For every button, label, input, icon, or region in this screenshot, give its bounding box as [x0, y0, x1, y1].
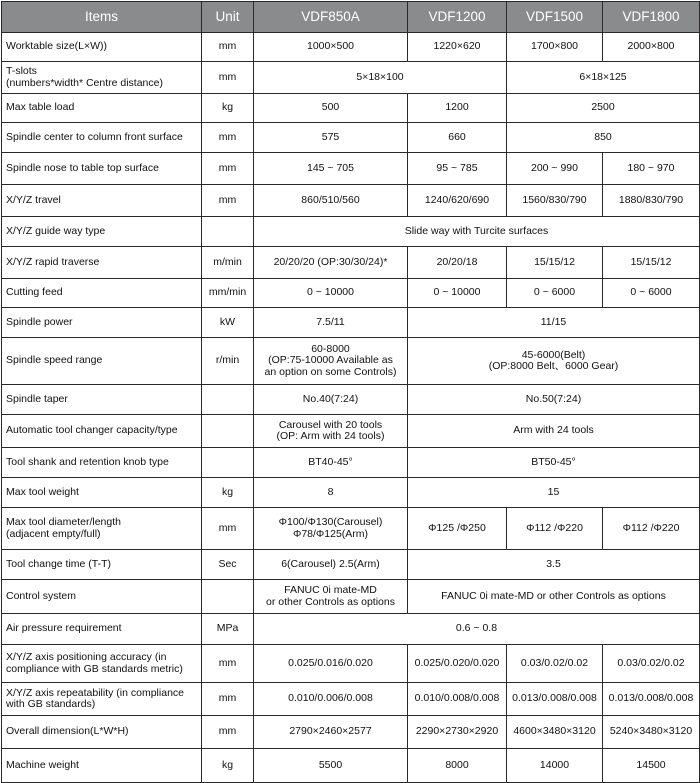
spec-value: 1700×800 [507, 33, 603, 62]
spec-value: 200 ~ 990 [507, 153, 603, 185]
table-row [2, 123, 700, 153]
spec-value: No.40(7:24) [254, 385, 408, 415]
spec-value: 15/15/12 [507, 247, 603, 279]
spec-value: 14500 [603, 749, 700, 783]
spec-unit: mm [202, 683, 254, 716]
spec-value: 5500 [254, 749, 408, 783]
spec-value: 5240×3480×3120 [603, 716, 700, 749]
spec-value: 6(Carousel) 2.5(Arm) [254, 550, 408, 580]
spec-value: 500 [254, 94, 408, 123]
table-row [2, 94, 700, 123]
spec-unit: kg [202, 478, 254, 508]
table-row [2, 614, 700, 645]
spec-item-label: Spindle speed range [2, 338, 202, 385]
header-model-vdf1200: VDF1200 [408, 2, 507, 33]
spec-value: FANUC 0i mate-MD or other Controls as options [254, 580, 408, 614]
table-row [2, 185, 700, 217]
spec-item-label: X/Y/Z guide way type [2, 217, 202, 247]
table-row [2, 217, 700, 247]
spec-value: FANUC 0i mate-MD or other Controls as options [408, 580, 700, 614]
spec-unit: mm [202, 62, 254, 94]
spec-unit [202, 580, 254, 614]
spec-value: 0.6 ~ 0.8 [254, 614, 700, 645]
spec-value: 3.5 [408, 550, 700, 580]
spec-unit: mm/min [202, 279, 254, 308]
spec-unit: kW [202, 308, 254, 338]
spec-value: No.50(7:24) [408, 385, 700, 415]
table-row [2, 580, 700, 614]
table-row [2, 385, 700, 415]
spec-value: 11/15 [408, 308, 700, 338]
spec-unit: mm [202, 716, 254, 749]
table-row [2, 279, 700, 308]
spec-value: 4600×3480×3120 [507, 716, 603, 749]
spec-value: 60-8000 (OP:75-10000 Available as an option on some Controls) [254, 338, 408, 385]
spec-value: 575 [254, 123, 408, 153]
spec-unit: kg [202, 749, 254, 783]
spec-value: 660 [408, 123, 507, 153]
spec-unit: mm [202, 153, 254, 185]
spec-value: BT40-45° [254, 448, 408, 478]
spec-unit [202, 415, 254, 448]
spec-value: 0.013/0.008/0.008 [603, 683, 700, 716]
spec-value: 860/510/560 [254, 185, 408, 217]
header-items: Items [2, 2, 202, 33]
table-row [2, 338, 700, 385]
spec-value: 1220×620 [408, 33, 507, 62]
spec-item-label: X/Y/Z rapid traverse [2, 247, 202, 279]
spec-unit: Sec [202, 550, 254, 580]
spec-value: 180 ~ 970 [603, 153, 700, 185]
spec-value: 0.010/0.006/0.008 [254, 683, 408, 716]
spec-item-label: Spindle taper [2, 385, 202, 415]
spec-unit: mm [202, 508, 254, 550]
spec-value: 1000×500 [254, 33, 408, 62]
spec-item-label: T-slots (numbers*width* Centre distance) [2, 62, 202, 94]
spec-value: 2290×2730×2920 [408, 716, 507, 749]
spec-item-label: Worktable size(L×W)) [2, 33, 202, 62]
spec-value: 8000 [408, 749, 507, 783]
table-row [2, 308, 700, 338]
table-row [2, 33, 700, 62]
spec-value: 20/20/18 [408, 247, 507, 279]
spec-unit [202, 217, 254, 247]
spec-unit [202, 385, 254, 415]
spec-value: Φ125 /Φ250 [408, 508, 507, 550]
spec-item-label: Max table load [2, 94, 202, 123]
spec-value: 0.03/0.02/0.02 [507, 645, 603, 683]
spec-value: 0.013/0.008/0.008 [507, 683, 603, 716]
spec-item-label: X/Y/Z axis repeatability (in compliance with GB standards) [2, 683, 202, 716]
spec-value: 6×18×125 [507, 62, 700, 94]
spec-unit: r/min [202, 338, 254, 385]
spec-unit: m/min [202, 247, 254, 279]
spec-value: 2000×800 [603, 33, 700, 62]
spec-value: 2790×2460×2577 [254, 716, 408, 749]
table-row [2, 683, 700, 716]
table-row [2, 153, 700, 185]
spec-unit: mm [202, 645, 254, 683]
spec-item-label: Machine weight [2, 749, 202, 783]
header-row [2, 2, 700, 33]
spec-value: 1880/830/790 [603, 185, 700, 217]
table-row [2, 448, 700, 478]
header-model-vdf850a: VDF850A [254, 2, 408, 33]
spec-value: Φ112 /Φ220 [507, 508, 603, 550]
spec-value: 2500 [507, 94, 700, 123]
spec-item-label: Max tool diameter/length (adjacent empty/full) [2, 508, 202, 550]
spec-unit: kg [202, 94, 254, 123]
spec-value: 1200 [408, 94, 507, 123]
spec-value: 7.5/11 [254, 308, 408, 338]
spec-table [1, 1, 700, 783]
spec-value: 0 ~ 6000 [603, 279, 700, 308]
spec-unit: mm [202, 123, 254, 153]
spec-value: BT50-45° [408, 448, 700, 478]
spec-item-label: Cutting feed [2, 279, 202, 308]
table-row [2, 247, 700, 279]
spec-value: 0.03/0.02/0.02 [603, 645, 700, 683]
spec-value: 145 ~ 705 [254, 153, 408, 185]
spec-value: 0 ~ 10000 [408, 279, 507, 308]
header-model-vdf1500: VDF1500 [507, 2, 603, 33]
spec-item-label: Control system [2, 580, 202, 614]
spec-value: 850 [507, 123, 700, 153]
spec-unit: mm [202, 185, 254, 217]
spec-value: 20/20/20 (OP:30/30/24)* [254, 247, 408, 279]
spec-value: 15/15/12 [603, 247, 700, 279]
table-row [2, 749, 700, 783]
table-row [2, 550, 700, 580]
spec-item-label: Air pressure requirement [2, 614, 202, 645]
spec-item-label: Tool change time (T-T) [2, 550, 202, 580]
spec-item-label: Spindle nose to table top surface [2, 153, 202, 185]
spec-item-label: Overall dimension(L*W*H) [2, 716, 202, 749]
spec-value: 0 ~ 10000 [254, 279, 408, 308]
spec-unit: mm [202, 33, 254, 62]
spec-value: 0.025/0.016/0.020 [254, 645, 408, 683]
spec-item-label: Tool shank and retention knob type [2, 448, 202, 478]
table-row [2, 645, 700, 683]
spec-item-label: Max tool weight [2, 478, 202, 508]
spec-value: Φ112 /Φ220 [603, 508, 700, 550]
spec-value: 0.010/0.008/0.008 [408, 683, 507, 716]
spec-value: Arm with 24 tools [408, 415, 700, 448]
spec-value: 1240/620/690 [408, 185, 507, 217]
header-unit: Unit [202, 2, 254, 33]
spec-unit [202, 448, 254, 478]
spec-value: 95 ~ 785 [408, 153, 507, 185]
spec-item-label: Automatic tool changer capacity/type [2, 415, 202, 448]
spec-value: 0 ~ 6000 [507, 279, 603, 308]
table-row [2, 478, 700, 508]
spec-item-label: X/Y/Z travel [2, 185, 202, 217]
table-row [2, 716, 700, 749]
spec-value: Carousel with 20 tools (OP: Arm with 24 tools) [254, 415, 408, 448]
spec-value: Slide way with Turcite surfaces [254, 217, 700, 247]
spec-value: 1560/830/790 [507, 185, 603, 217]
spec-item-label: X/Y/Z axis positioning accuracy (in compliance with GB standards metric) [2, 645, 202, 683]
spec-value: 45-6000(Belt) (OP:8000 Belt、6000 Gear) [408, 338, 700, 385]
spec-value: 15 [408, 478, 700, 508]
spec-item-label: Spindle center to column front surface [2, 123, 202, 153]
spec-value: Φ100/Φ130(Carousel) Φ78/Φ125(Arm) [254, 508, 408, 550]
table-row [2, 508, 700, 550]
spec-value: 0.025/0.020/0.020 [408, 645, 507, 683]
table-row [2, 415, 700, 448]
spec-value: 5×18×100 [254, 62, 507, 94]
spec-value: 14000 [507, 749, 603, 783]
spec-unit: MPa [202, 614, 254, 645]
table-row [2, 62, 700, 94]
spec-value: 8 [254, 478, 408, 508]
spec-item-label: Spindle power [2, 308, 202, 338]
header-model-vdf1800: VDF1800 [603, 2, 700, 33]
